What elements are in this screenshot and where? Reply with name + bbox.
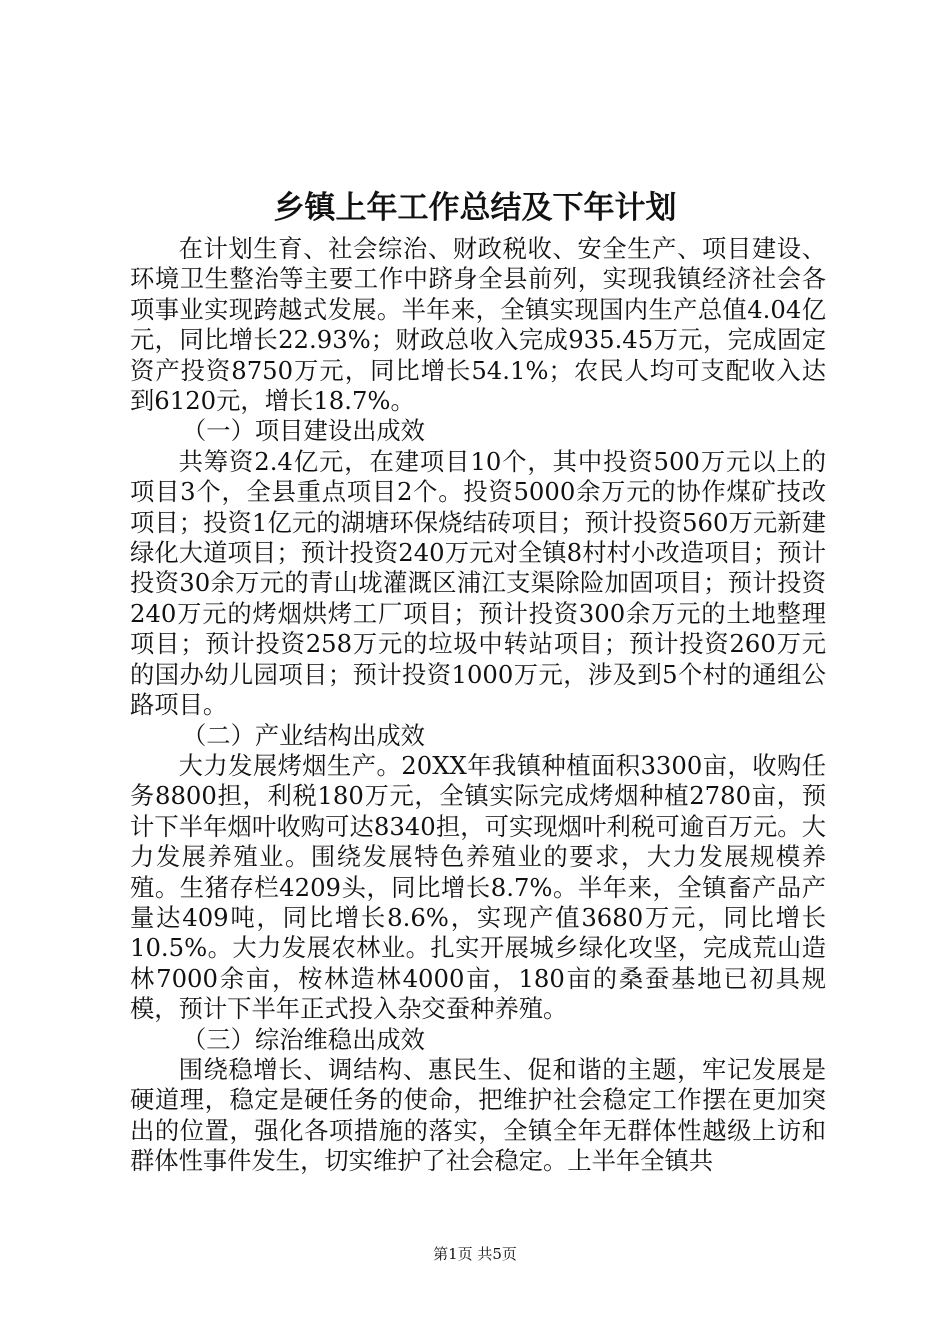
document-body [130,234,826,1177]
section-heading-stability: （三）综治维稳出成效 [182,1024,425,1054]
section-heading-industry: （二）产业结构出成效 [182,720,425,750]
intro-paragraph: 在计划生育、社会综治、财政税收、安全生产、项目建设、环境卫生整治等主要工作中跻身全县前列，实现我镇经济社会各项事业实现跨越式发展。半年来，全镇实现国内生产总值4.04亿元，同比增长22.93%；财政总收入完成935.45万元，完成固定资产投资8750万元，同比增长54.1%；农民人均可支配收入达到6120元，增长18.7%。 [130,234,826,416]
section-body-projects: 共筹资2.4亿元，在建项目10个，其中投资500万元以上的项目3个，全县重点项目2个。投资5000余万元的协作煤矿技改项目；投资1亿元的湖塘环保烧结砖项目；预计投资560万元新建绿化大道项目；预计投资240万元对全镇8村村小改造项目；预计投资30余万元的青山垅灌溉区浦江支渠除险加固项目；预计投资240万元的烤烟烘烤工厂项目；预计投资300余万元的土地整理项目；预计投资258万元的垃圾中转站项目；预计投资260万元的国办幼儿园项目；预计投资1000万元，涉及到5个村的通组公路项目。 [130,446,826,720]
page-number-footer: 第1页 共5页 [433,1245,517,1263]
section-body-stability: 围绕稳增长、调结构、惠民生、促和谐的主题，牢记发展是硬道理，稳定是硬任务的使命，把维护社会稳定工作摆在更加突出的位置，强化各项措施的落实，全镇全年无群体性越级上访和群体性事件发生，切实维护了社会稳定。上半年全镇共 [130,1054,826,1176]
section-heading-projects: （一）项目建设出成效 [182,416,425,446]
page-title: 乡镇上年工作总结及下年计划 [273,190,677,226]
section-body-industry: 大力发展烤烟生产。20XX年我镇种植面积3300亩，收购任务8800担，利税180万元，全镇实际完成烤烟种植2780亩，预计下半年烟叶收购可达8340担，可实现烟叶利税可逾百万元。大力发展养殖业。围绕发展特色养殖业的要求，大力发展规模养殖。生猪存栏4209头，同比增长8.7%。半年来，全镇畜产品产量达409吨，同比增长8.6%，实现产值3680万元，同比增长10.5%。大力发展农林业。扎实开展城乡绿化攻坚，完成荒山造林7000余亩，桉林造林4000亩，180亩的桑蚕基地已初具规模，预计下半年正式投入杂交蚕种养殖。 [130,750,826,1024]
